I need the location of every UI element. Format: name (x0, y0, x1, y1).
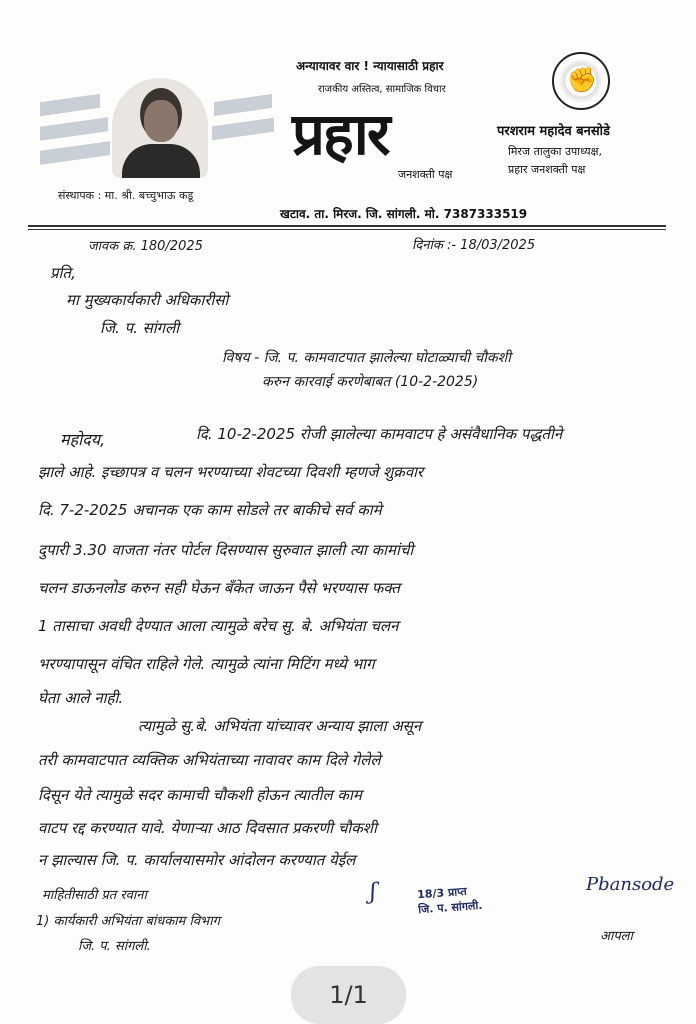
body-line: वाटप रद्द करण्यात यावे. येणाऱ्या आठ दिवसात प्रकरणी चौकशी (38, 819, 377, 837)
flag-stripe (212, 118, 274, 141)
body-line: झाले आहे. इच्छापत्र व चलन भरण्याच्या शेवटच्या दिवशी म्हणजे शुक्रवार (38, 463, 424, 481)
party-seal-icon: ✊ (552, 52, 610, 110)
closing-text: आपला (600, 929, 633, 944)
cc-item-office: जि. प. सांगली. (78, 939, 151, 954)
receipt-stamp: 18/3 प्राप्त जि. प. सांगली. (416, 884, 483, 917)
body-line: दि. 7-2-2025 अचानक एक काम सोडले तर बाकीचे सर्व कामे (38, 501, 382, 519)
recipient-office: जि. प. सांगली (100, 319, 180, 337)
founder-photo (112, 78, 208, 178)
founder-caption: संस्थापक : मा. श्री. बच्चुभाऊ कडू (58, 189, 194, 202)
flag-stripe (40, 117, 108, 141)
header-rule (28, 225, 666, 227)
flag-stripe (214, 94, 272, 116)
subject-line-2: करुन कारवाई करणेबाबत (10-2-2025) (262, 374, 479, 390)
party-logo-text: प्रहार (292, 100, 389, 168)
sender-party: प्रहार जनशक्ती पक्ष (508, 163, 586, 176)
cc-heading: माहितीसाठी प्रत रवाना (42, 888, 147, 903)
sender-role: मिरज तालुका उपाध्यक्ष, (508, 145, 602, 158)
salutation: महोदय, (60, 430, 106, 449)
body-line: भरण्यापासून वंचित राहिले गेले. त्यामुळे त्यांना मिटिंग मध्ये भाग (38, 655, 375, 673)
subject-line-1: विषय - जि. प. कामवाटपात झालेल्या घोटाळ्याची चौकशी (222, 350, 511, 366)
flag-stripe (40, 141, 110, 165)
body-line: न झाल्यास जि. प. कार्यालयासमोर आंदोलन करण्यात येईल (38, 851, 356, 869)
header-rule-thin (28, 229, 666, 230)
party-name: जनशक्ती पक्ष (398, 168, 453, 181)
sender-address: खटाव. ता. मिरज. जि. सांगली. मो. 7387333519 (280, 207, 528, 221)
cc-item: 1) कार्यकारी अभियंता बांधकाम विभाग (36, 914, 220, 929)
sender-signature: Pbansode (586, 874, 675, 895)
letter-date: दिनांक :- 18/03/2025 (412, 238, 536, 253)
body-line: त्यामुळे सु.बे. अभियंता यांच्यावर अन्याय झाला असून (138, 717, 422, 735)
body-line: दि. 10-2-2025 रोजी झालेल्या कामवाटप हे असंवैधानिक पद्धतीने (196, 425, 563, 443)
reference-number: जावक क्र. 180/2025 (88, 239, 203, 254)
sender-name: परशराम महादेव बनसोडे (497, 124, 610, 139)
body-line: 1 तासाचा अवधी देण्यात आला त्यामुळे बरेच सु. बे. अभियंता चलन (38, 617, 399, 635)
receiver-signature: ʃ (370, 880, 376, 905)
body-line: चलन डाऊनलोड करुन सही घेऊन बँकेत जाऊन पैसे भरण्यास फक्त (38, 579, 400, 597)
flag-stripe (40, 94, 100, 116)
body-line: तरी कामवाटपात व्यक्तिक अभियंताच्या नावावर काम दिले गेलेले (38, 751, 381, 769)
page-indicator: 1/1 (291, 966, 406, 1024)
party-subslogan: राजकीय अस्तित्व, सामाजिक विचार (318, 84, 446, 95)
body-line: दुपारी 3.30 वाजता नंतर पोर्टल दिसण्यास सुरुवात झाली त्या कामांची (38, 541, 414, 559)
body-line: घेता आले नाही. (38, 689, 124, 707)
recipient-prefix: प्रति, (50, 264, 76, 282)
recipient-title: मा मुख्यकार्यकारी अधिकारीसो (66, 291, 229, 309)
body-line: दिसून येते त्यामुळे सदर कामाची चौकशी होऊन त्यातील काम (38, 786, 362, 804)
party-slogan: अन्यायावर वार ! न्यायासाठी प्रहार (296, 59, 444, 73)
